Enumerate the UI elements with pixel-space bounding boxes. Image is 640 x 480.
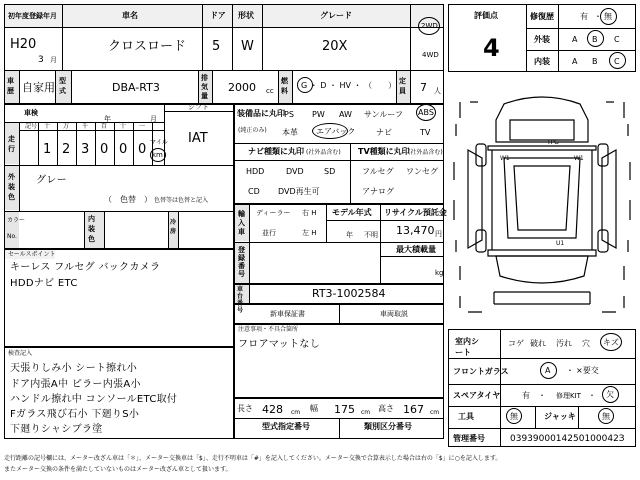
equip-abs: ABS <box>418 108 434 117</box>
odometer-digit: 2 <box>62 142 71 157</box>
odometer-col-label: 十 <box>44 123 51 130</box>
import-parallel: 並行 <box>262 229 276 237</box>
reg-era: H20 <box>10 37 37 52</box>
height-unit: cm <box>430 409 440 416</box>
capacity-label: 定員 <box>399 77 406 95</box>
exterior-grade-label: 外装 <box>534 35 550 44</box>
car-name-label: 車名 <box>122 11 138 20</box>
int-a: A <box>572 57 578 66</box>
spare-tire-label: スペアタイヤ <box>453 391 501 400</box>
car-history-value: 自家用 <box>22 81 55 94</box>
mgmt-number: 0393900014250100042З <box>510 434 625 444</box>
seat-scratch: キズ <box>603 338 619 347</box>
length-label: 長さ <box>237 404 253 413</box>
mgmt-number-label: 管理番号 <box>453 434 485 443</box>
spare-repair-kit: 修理KIT <box>556 392 581 400</box>
color-change-note: 色替等は色替と記入 <box>154 197 209 204</box>
repair-none: 無 <box>604 12 612 21</box>
footer-line-1: 走行距離の記号欄には、メーター改ざん車は「＊」、メーター交換車は「$」、走行不明車は「#」を記入してください。メーター交換で合算表示した場合は右の「$」に○を記入します。 <box>4 455 502 462</box>
reg-month-unit: 月 <box>50 56 57 64</box>
shift-label: シフト <box>188 103 209 111</box>
equip-tv: TV <box>420 128 431 137</box>
model-year-label: モデル年式 <box>332 208 372 217</box>
score-label: 評価点 <box>474 11 498 20</box>
max-load-unit: kg <box>435 269 444 277</box>
equip-ps: PS <box>284 110 294 119</box>
odometer-digit: 3 <box>81 142 90 157</box>
navi-hdd: HDD <box>246 167 265 176</box>
interior-grade-label: 内装 <box>534 57 550 66</box>
tool-none: 無 <box>510 412 518 421</box>
length-unit: cm <box>291 409 301 416</box>
ext-a: A <box>572 35 578 44</box>
equip-pw: PW <box>312 110 325 119</box>
odometer-col-label: 記号 <box>25 123 38 130</box>
repair-yes: 有 <box>580 12 588 21</box>
seat-tear: 破れ <box>530 339 546 348</box>
ext-b: B <box>592 35 598 44</box>
equip-sunroof: サンルーフ <box>364 110 403 119</box>
chassis-value: RT3-1002584 <box>312 287 386 300</box>
notes-value: フロアマットなし <box>238 339 320 350</box>
damage-label-w1-left: W1 <box>500 155 510 162</box>
int-b: B <box>592 57 598 66</box>
model-value: DBA-RT3 <box>112 81 160 94</box>
sales-line-1: キーレス フルセグ バックカメラ <box>10 262 161 273</box>
import-dealer: ディーラー <box>256 209 291 217</box>
fglass-sep: ・ <box>566 366 574 375</box>
exterior-color-value: グレー <box>36 175 67 186</box>
odometer-digit: 0 <box>100 142 109 157</box>
recycle-unit: 円 <box>435 230 442 238</box>
spare-sep-2: ・ <box>588 391 596 400</box>
odometer-digit: 1 <box>43 142 52 157</box>
inspection-label: 車検 <box>24 109 38 117</box>
notes-box <box>234 324 444 398</box>
damage-label-u1: U1 <box>556 240 565 247</box>
int-c: C <box>614 57 620 66</box>
displacement-label: 排気量 <box>201 74 208 100</box>
jack-label: ジャッキ <box>544 412 576 421</box>
inspector-label: 検査記入 <box>8 350 33 357</box>
repair-sep: ・ <box>594 12 602 21</box>
spare-missing: 欠 <box>606 390 614 399</box>
interior-seat-label: 室内シート <box>455 337 479 357</box>
color-label: カラー <box>7 217 26 224</box>
inspector-line-1: 天張りしみ小 シート擦れ小 <box>10 363 138 374</box>
odometer-digit: 0 <box>138 142 147 157</box>
tool-label: 工具 <box>458 412 474 421</box>
tv-oneseg: ワンセグ <box>406 167 438 176</box>
navi-dvd-play: DVD再生可 <box>278 187 320 196</box>
fglass-label: フロントガラス <box>453 367 509 376</box>
model-year-unit: 年 <box>346 231 353 239</box>
width-unit: cm <box>361 409 371 416</box>
spare-sep-1: ・ <box>538 391 546 400</box>
reg-month: 3 <box>38 55 44 65</box>
odometer-col-label: 千 <box>82 123 89 130</box>
color-change-field: （ 色替 ） <box>104 195 152 204</box>
fglass-replace: ×要交 <box>576 366 599 375</box>
import-left-hand: 左 H <box>302 229 317 237</box>
recycle-label: リサイクル預託金 <box>384 208 447 217</box>
tv-analog: アナログ <box>362 187 394 196</box>
grade-value: 20X <box>322 39 348 54</box>
new-car-warranty: 新車保証書 <box>270 310 305 318</box>
equip-navi: ナビ <box>376 128 392 137</box>
jack-none: 無 <box>602 412 610 421</box>
inspector-line-2: ドア内張A中 ピラー内張A小 <box>10 379 141 390</box>
shift-value: IAT <box>188 131 208 146</box>
exterior-color-label: 外装色 <box>8 173 15 201</box>
height-value: 167 <box>403 403 424 416</box>
interior-color-label: 内装色 <box>88 215 95 243</box>
equip-leather: 本革 <box>282 128 298 137</box>
mileage-unit-mile: マイル <box>150 139 168 146</box>
spare-yes: 有 <box>522 391 530 400</box>
sales-line-2: HDDナビ ETC <box>10 278 78 289</box>
width-value: 175 <box>334 403 355 416</box>
car-history-label: 車歴 <box>7 77 14 95</box>
aircon-label: 冷房 <box>170 219 177 235</box>
drive-2wd: 2WD <box>421 22 438 30</box>
capacity-value: 7 <box>420 81 427 94</box>
import-label: 輸入車 <box>238 210 245 236</box>
model-label: 型式 <box>59 77 66 95</box>
mileage-unit-km: km <box>152 151 163 159</box>
odometer-col-label: 万 <box>63 123 70 130</box>
class-number-label: 類別区分番号 <box>364 422 412 431</box>
model-year-unknown: 不明 <box>364 231 378 239</box>
navi-cd: CD <box>248 187 260 196</box>
equipment-title: 装備品に丸印 <box>237 109 285 118</box>
displacement-unit: cc <box>266 87 274 95</box>
equipment-sub: (純正のみ) <box>238 127 267 134</box>
odometer-digit: 0 <box>119 142 128 157</box>
navi-title: ナビ種類に丸印 <box>248 147 304 156</box>
door-label: ドア <box>210 11 226 20</box>
width-label: 幅 <box>310 404 318 413</box>
equip-aw: AW <box>339 110 352 119</box>
length-value: 428 <box>262 403 283 416</box>
seat-burn: コゲ <box>508 339 524 348</box>
inspector-line-3: ハンドル擦れ中 コンソールETC取付 <box>10 394 178 405</box>
tv-fullseg: フルセグ <box>362 167 394 176</box>
reg-date-label: 初年度登録年月 <box>8 12 57 20</box>
fglass-a: A <box>545 366 551 375</box>
height-label: 高さ <box>378 404 394 413</box>
vehicle-manual: 車両取説 <box>380 310 408 318</box>
door-count: 5 <box>212 39 221 54</box>
import-right-hand: 右 H <box>302 209 317 217</box>
grade-label: グレード <box>320 11 352 20</box>
chassis-label: 車台番号 <box>237 286 244 314</box>
notes-label: 注意事項・不具合箇所 <box>238 326 299 333</box>
reg-number-label: 登録番号 <box>238 246 245 278</box>
ext-c: C <box>614 35 620 44</box>
max-load-label: 最大積載量 <box>396 245 436 254</box>
navi-sub: (社外品含む) <box>306 149 341 156</box>
odometer-col-label: 百 <box>101 123 108 130</box>
seat-dirt: 汚れ <box>556 339 572 348</box>
repair-label: 修復歴 <box>530 12 554 21</box>
inspection-year-unit: 年 <box>104 115 111 123</box>
drive-4wd: 4WD <box>422 51 439 59</box>
navi-dvd: DVD <box>286 167 304 176</box>
sales-point-label: セールスポイント <box>8 251 56 258</box>
equip-airbag: エアバック <box>316 127 356 136</box>
odometer-col-label: 一 <box>139 123 146 130</box>
shape-label: 形状 <box>238 11 254 20</box>
car-damage-diagram <box>448 80 636 320</box>
displacement-value: 2000 <box>228 81 256 94</box>
navi-sd: SD <box>324 167 336 176</box>
tv-sub: (社外品含む) <box>408 149 443 156</box>
fuel-label: 燃料 <box>281 77 288 95</box>
odometer-col-label: 十 <box>120 123 127 130</box>
seat-hole: 穴 <box>582 339 590 348</box>
car-name: クロスロード <box>108 39 187 54</box>
shape-value: W <box>241 39 254 54</box>
inspector-line-5: 下廻りシャシブラ塗 <box>10 424 103 435</box>
mileage-label: 走行 <box>8 135 15 153</box>
inspector-line-4: Fガラス飛び石小 下廻りS小 <box>10 409 140 420</box>
score-value: 4 <box>483 34 500 62</box>
capacity-unit: 人 <box>434 87 441 95</box>
footer-line-2: またメーター交換の条件を満たしていないものはメーター改ざん車として扱います。 <box>4 466 232 473</box>
damage-label-hg: H'G <box>548 139 559 146</box>
color-no-label: No. <box>7 233 17 240</box>
type-designation-label: 型式指定番号 <box>262 422 310 431</box>
fuel-options: G ・ D ・ HV ・ （ ） <box>301 81 397 90</box>
damage-label-w1-right: W1 <box>574 155 584 162</box>
inspection-month-unit: 月 <box>150 115 157 123</box>
tv-title: TV種類に丸印 <box>358 147 410 156</box>
recycle-amount: 13,470 <box>396 224 435 237</box>
